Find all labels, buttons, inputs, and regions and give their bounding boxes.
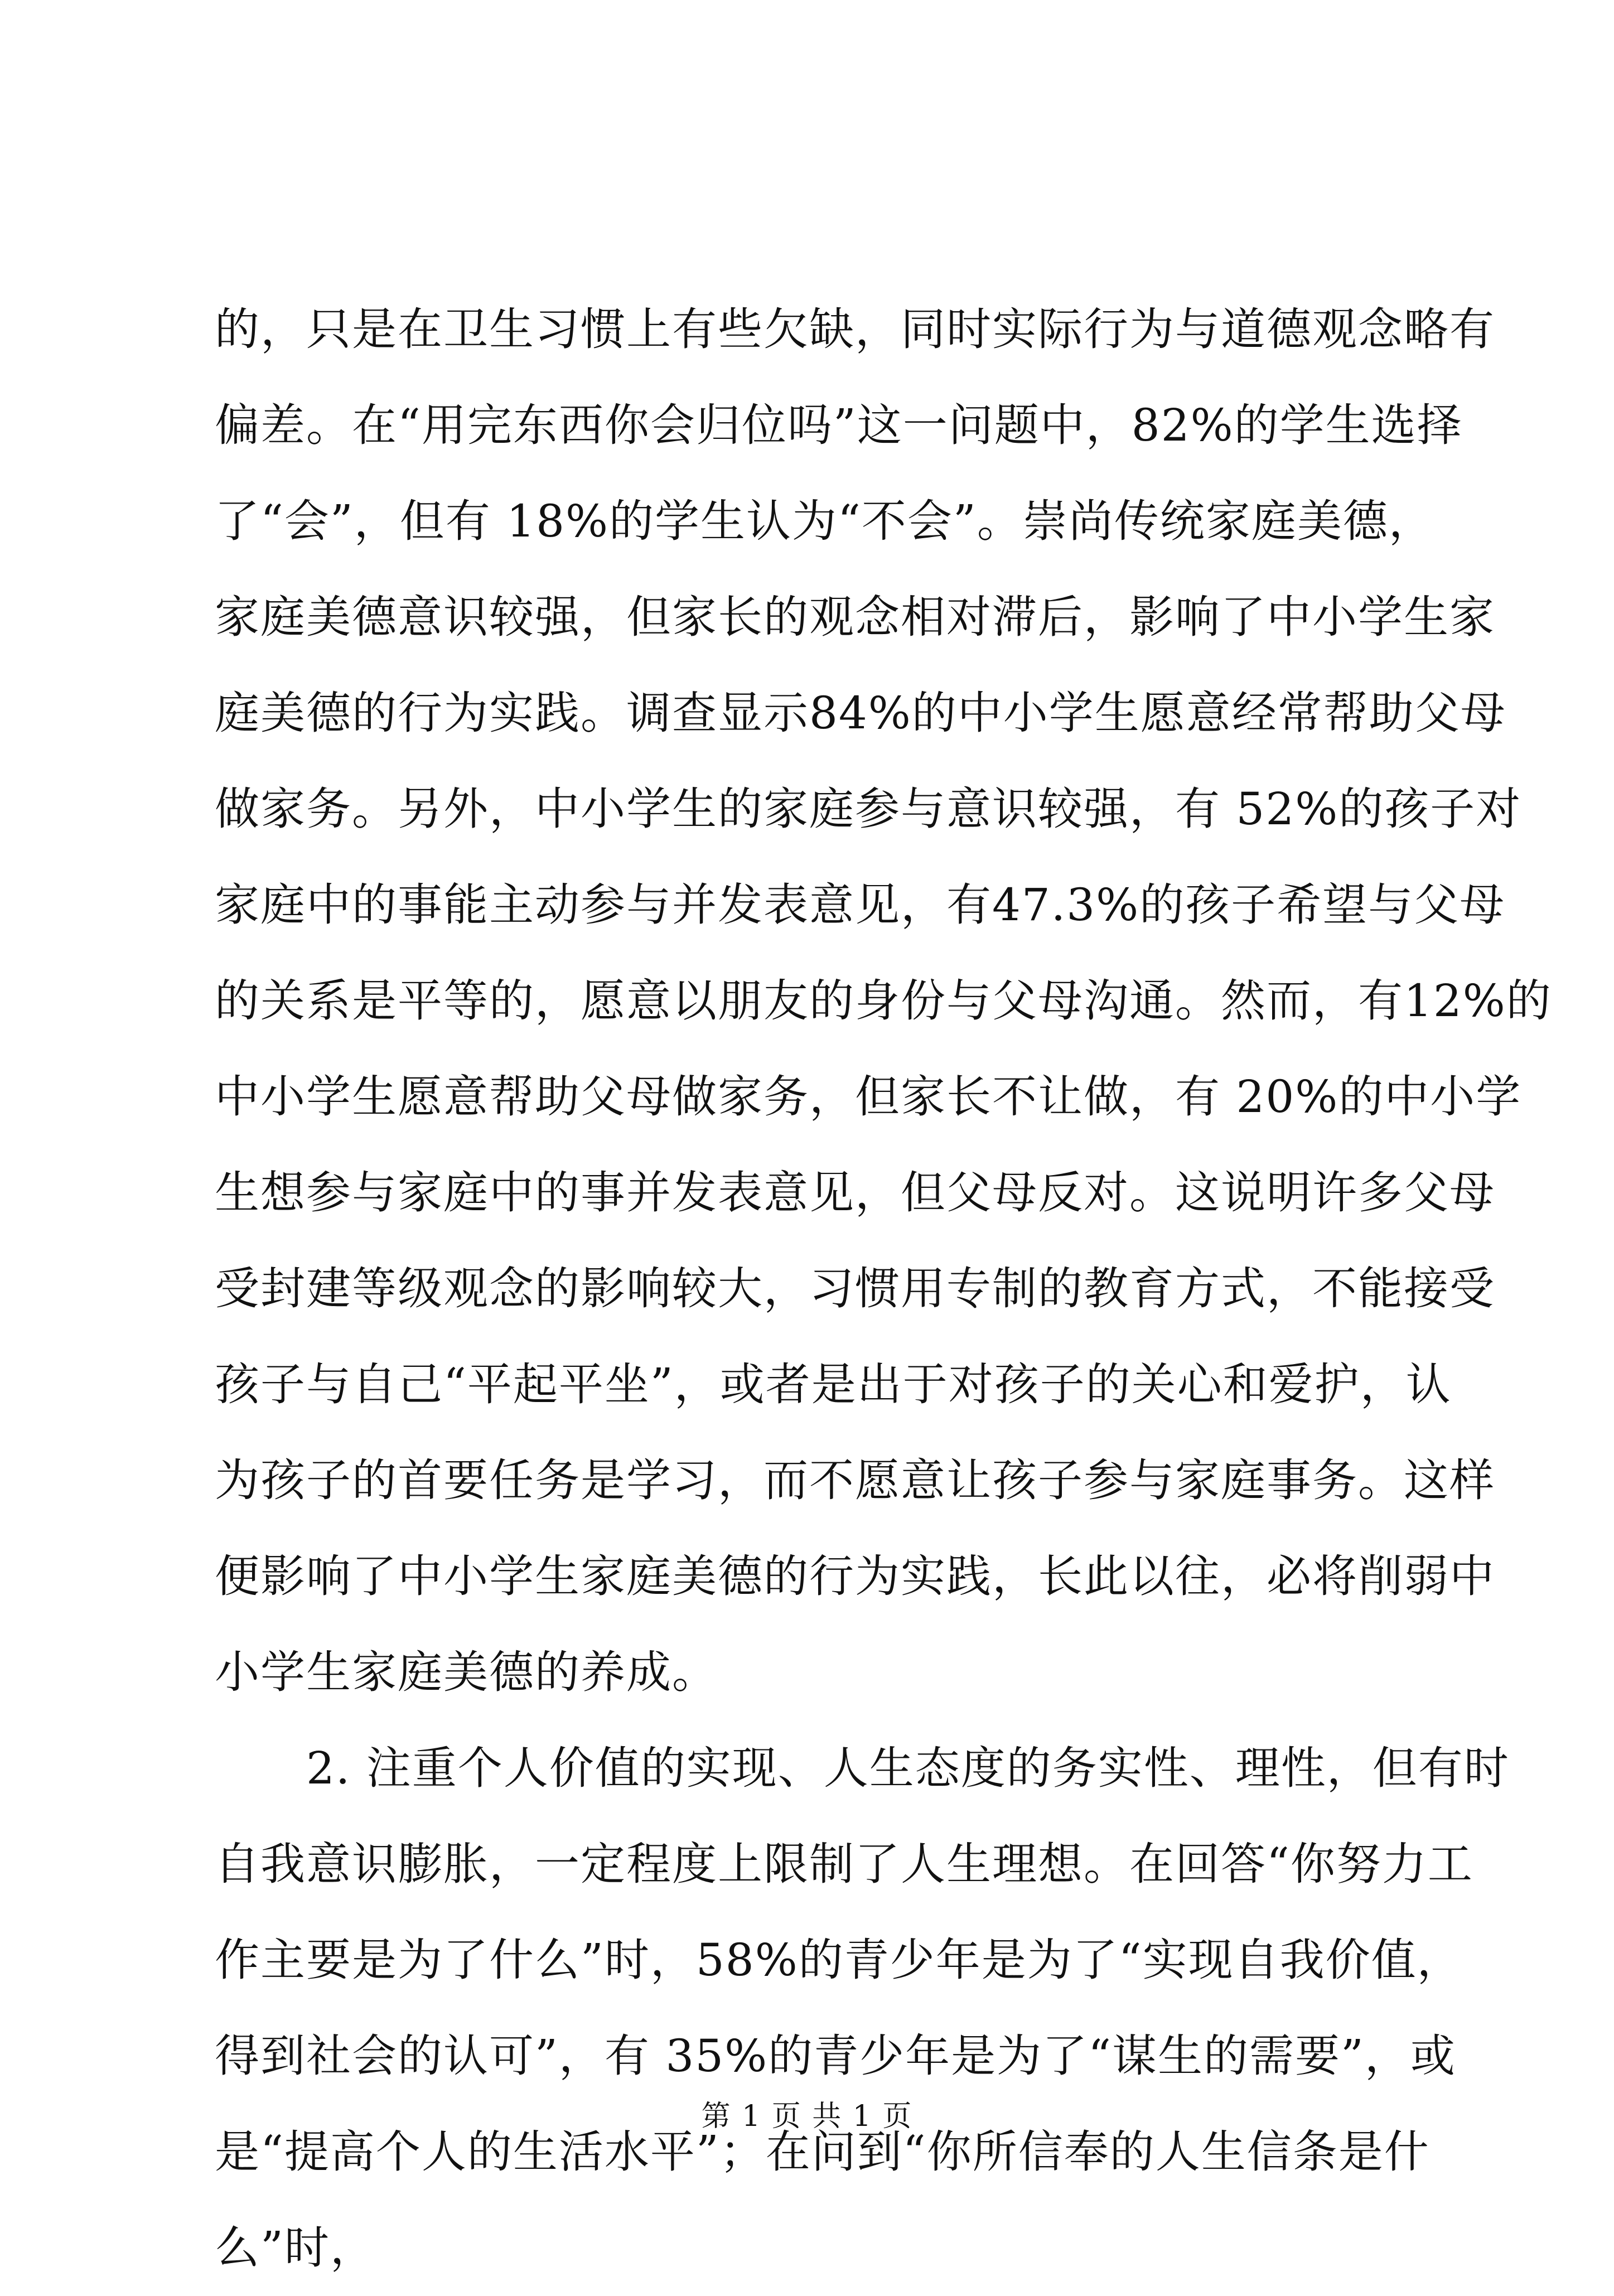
- text-line: 生想参与家庭中的事并发表意见，但父母反对。这说明许多父母: [215, 1167, 1495, 1219]
- text-line: 家庭中的事能主动参与并发表意见，有47.3%的孩子希望与父母: [215, 879, 1506, 931]
- text-line: 做家务。另外，中小学生的家庭参与意识较强，有 52%的孩子对: [215, 783, 1522, 835]
- text-line: 自我意识膨胀，一定程度上限制了人生理想。在回答“你努力工: [215, 1838, 1473, 1890]
- page-number-label: 第 1 页 共 1 页: [701, 2100, 913, 2133]
- text-line: 为孩子的首要任务是学习，而不愿意让孩子参与家庭事务。这样: [215, 1454, 1495, 1506]
- text-line: 便影响了中小学生家庭美德的行为实践，长此以往，必将削弱中: [215, 1550, 1495, 1602]
- text-line: 的关系是平等的，愿意以朋友的身份与父母沟通。然而，有12%的: [215, 975, 1552, 1027]
- text-line: 么”时，: [215, 2222, 376, 2274]
- text-line: 孩子与自己“平起平坐”，或者是出于对孩子的关心和爱护，认: [215, 1359, 1452, 1410]
- text-line: 的，只是在卫生习惯上有些欠缺，同时实际行为与道德观念略有: [215, 303, 1495, 355]
- text-line: 受封建等级观念的影响较大，习惯用专制的教育方式，不能接受: [215, 1263, 1495, 1314]
- text-line: 偏差。在“用完东西你会归位吗”这一问题中，82%的学生选择: [215, 399, 1463, 451]
- text-line: 作主要是为了什么”时，58%的青少年是为了“实现自我价值，: [215, 1934, 1463, 1986]
- text-line: 2. 注重个人价值的实现、人生态度的务实性、理性，但有时: [215, 1742, 1510, 1794]
- text-line: 家庭美德意识较强，但家长的观念相对滞后，影响了中小学生家: [215, 591, 1495, 643]
- page-footer: [0, 2094, 1614, 2139]
- text-line: 小学生家庭美德的养成。: [215, 1646, 718, 1698]
- text-line: 是“提高个人的生活水平”；在问到“你所信奉的人生信条是什: [215, 2126, 1430, 2178]
- text-line: 中小学生愿意帮助父母做家务，但家长不让做，有 20%的中小学: [215, 1071, 1522, 1123]
- text-line: 了“会”，但有 18%的学生认为“不会”。崇尚传统家庭美德，: [215, 495, 1434, 547]
- text-line: 得到社会的认可”，有 35%的青少年是为了“谋生的需要”，或: [215, 2030, 1456, 2082]
- body-text: [215, 282, 1552, 2296]
- text-line: 庭美德的行为实践。调查显示84%的中小学生愿意经常帮助父母: [215, 687, 1506, 739]
